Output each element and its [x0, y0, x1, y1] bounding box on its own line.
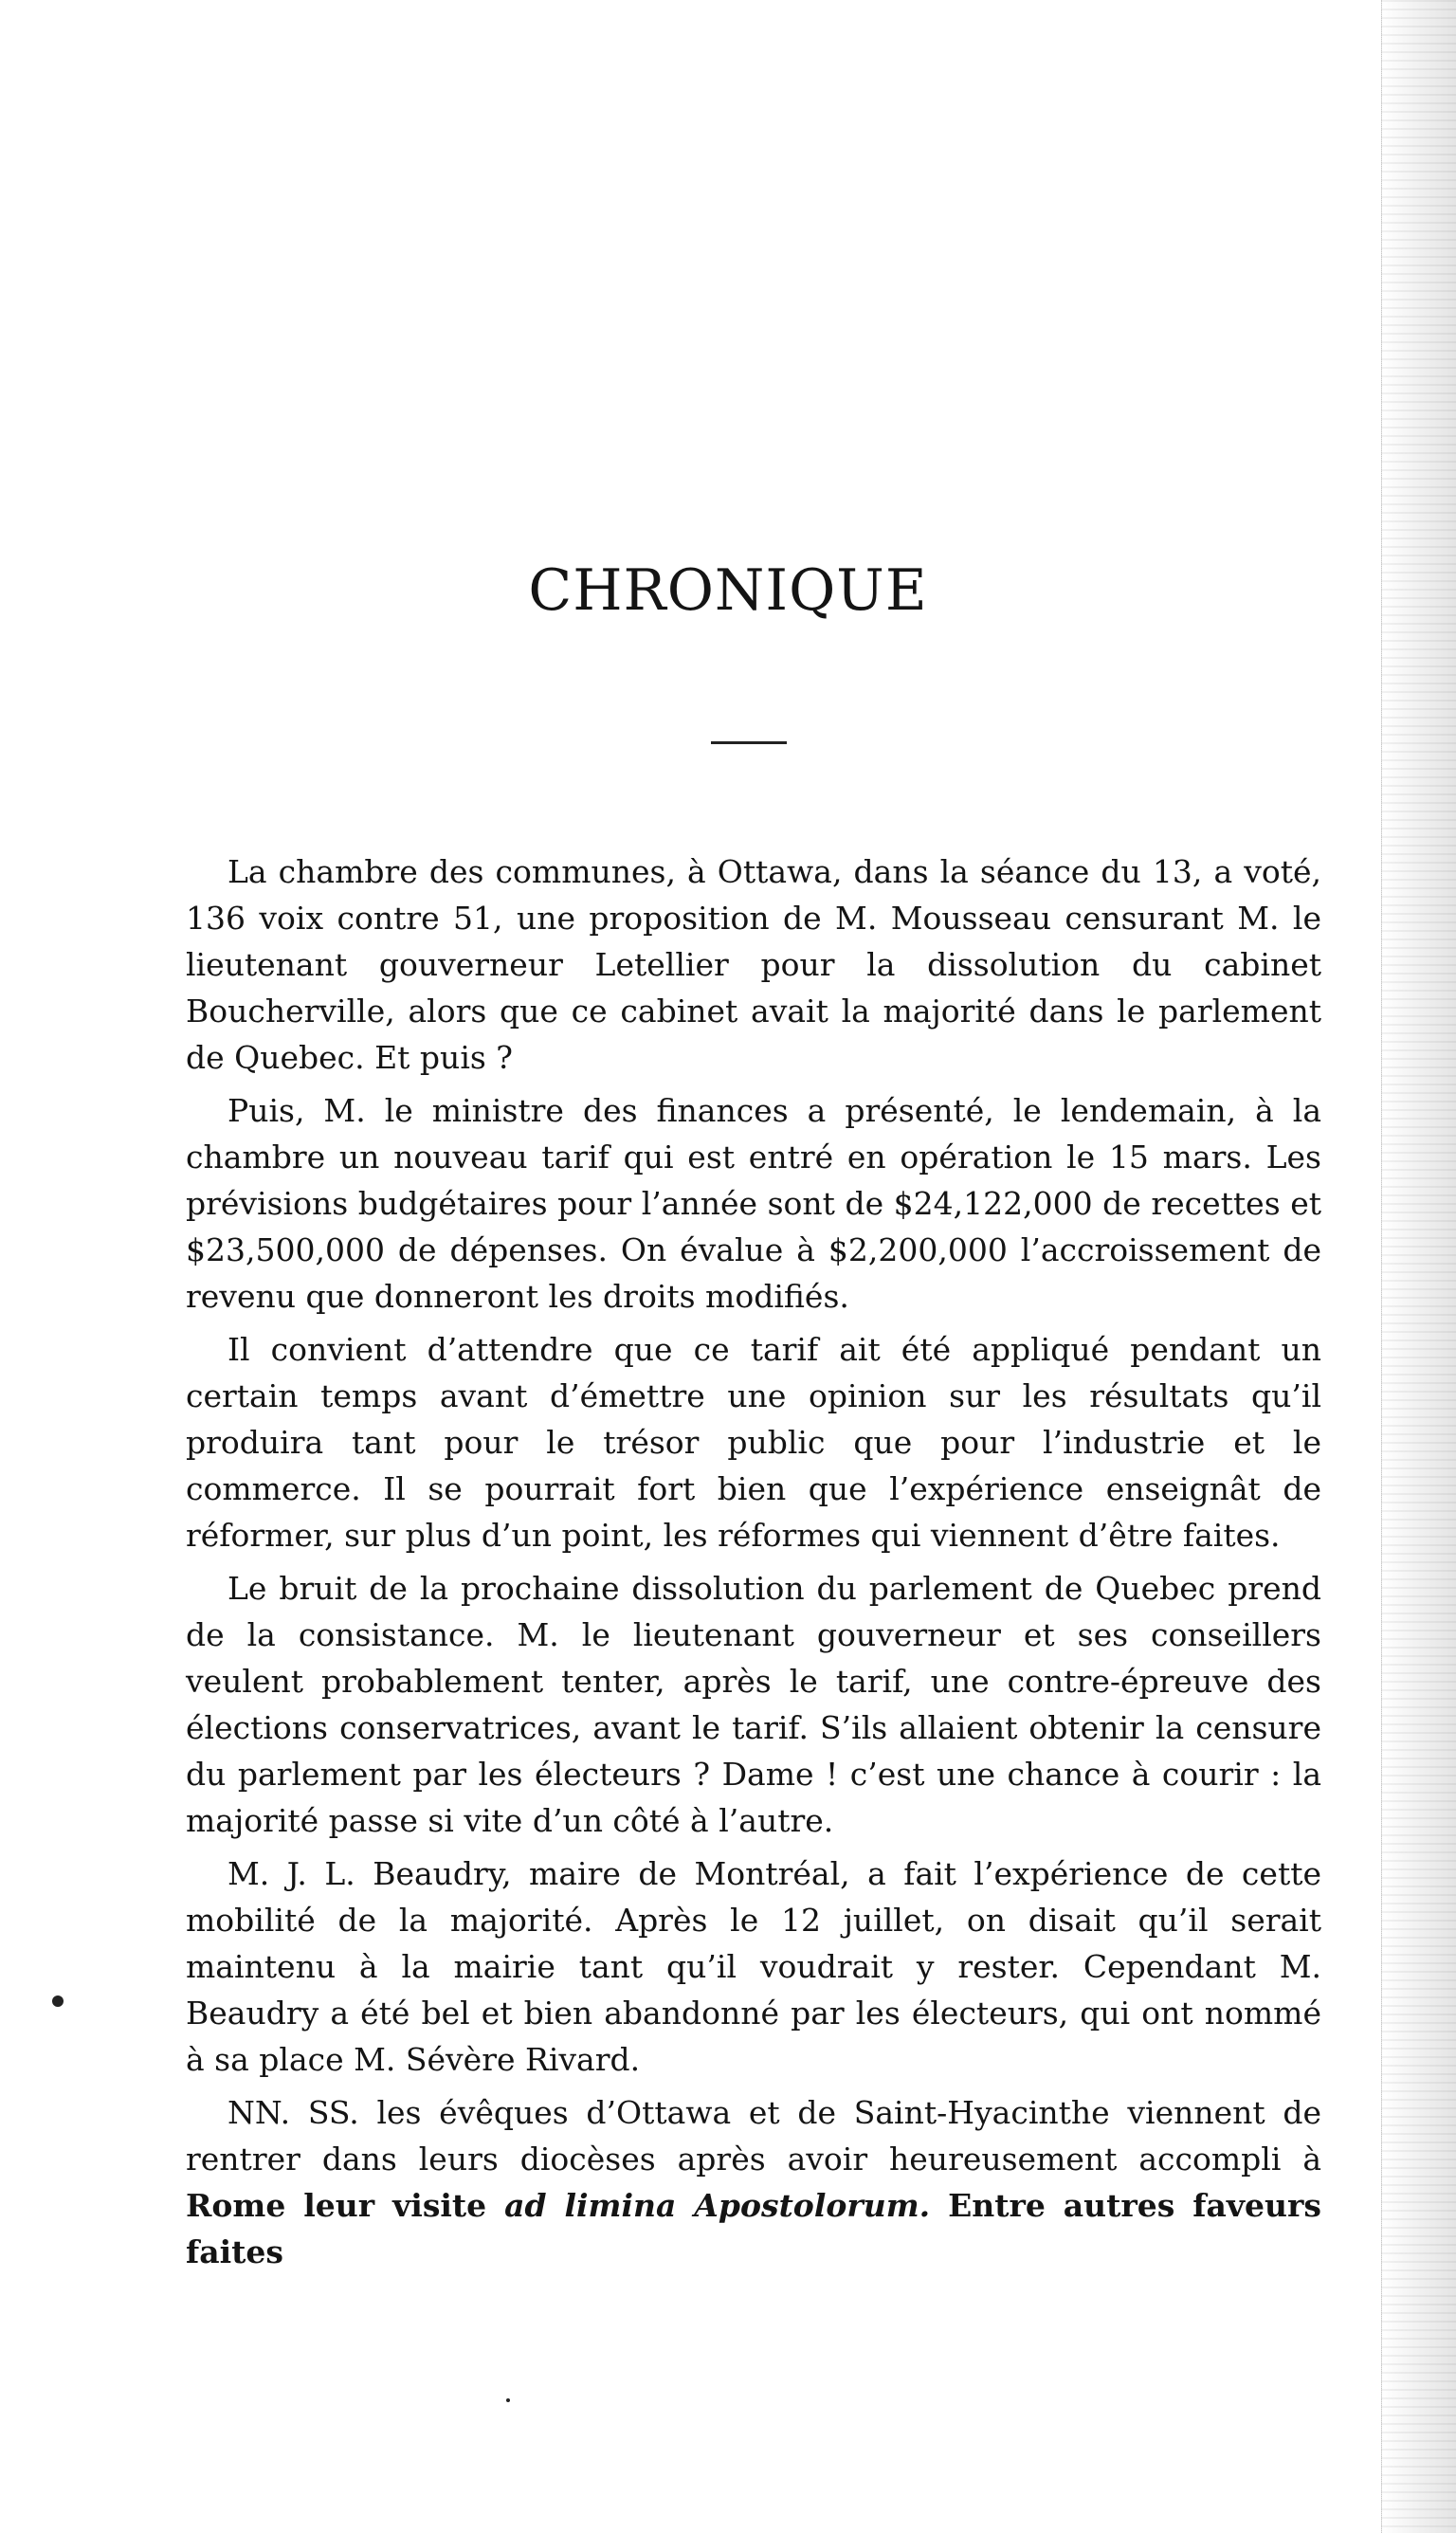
title-divider [711, 741, 787, 744]
page-binding-edge [1381, 0, 1456, 2533]
paragraph-6-bold-end: Entre autres faveurs faites [186, 2187, 1321, 2270]
latin-phrase: ad limina Apostolorum. [504, 2187, 931, 2224]
paragraph-4: Le bruit de la prochaine dissolution du parlement de Quebec prend de la consistance. M. le lieutenant gouverneur et ses conseillers veulent probablement tenter, après le tarif, une contre-épreuve des élections conservatrices, avant le tarif. S’ils allaient obtenir la censure du parlement par les électeurs ? Dame ! c’est une chance à courir : la majorité passe si vite d’un côté à l’autre. [186, 1570, 1321, 1839]
paragraph-5: M. J. L. Beaudry, maire de Montréal, a fait l’expérience de cette mobilité de la majorité. Après le 12 juillet, on disait qu’il serait maintenu à la mairie tant qu’il voudrait y rester. Cependant M. Beaudry a été bel et bien abandonné par les électeurs, qui ont nommé à sa place M. Sévère Rivard. [186, 1855, 1321, 2078]
paragraph-6-bold-start: Rome leur visite [186, 2187, 505, 2224]
paragraph-2: Puis, M. le ministre des finances a présenté, le lendemain, à la chambre un nouveau tarif qui est entré en opération le 15 mars. Les prévisions budgétaires pour l’année sont de $24,122,000 de recettes et $23,500,000 de dépenses. On évalue à $2,200,000 l’accroissement de revenu que donneront les droits modifiés. [186, 1092, 1321, 1315]
ink-speck-left-margin [52, 1995, 64, 2007]
paragraph-6 [186, 2089, 1321, 2275]
chapter-title: CHRONIQUE [528, 557, 928, 624]
article-body [186, 848, 1321, 2275]
paragraph-1: La chambre des communes, à Ottawa, dans la séance du 13, a voté, 136 voix contre 51, une proposition de M. Mousseau censurant M. le lieutenant gouverneur Letellier pour la dissolution du cabinet Boucherville, alors que ce cabinet avait la majorité dans le parlement de Quebec. Et puis ? [186, 853, 1321, 1076]
paragraph-6-lead: NN. SS. les évêques d’Ottawa et de Saint-Hyacinthe viennent de rentrer dans leurs diocèses après avoir heureusement accompli à [186, 2094, 1321, 2178]
ink-speck-bottom [506, 2398, 510, 2402]
paragraph-3: Il convient d’attendre que ce tarif ait été appliqué pendant un certain temps avant d’émettre une opinion sur les résultats qu’il produira tant pour le trésor public que pour l’industrie et le commerce. Il se pourrait fort bien que l’expérience enseignât de réformer, sur plus d’un point, les réformes qui viennent d’être faites. [186, 1331, 1321, 1554]
